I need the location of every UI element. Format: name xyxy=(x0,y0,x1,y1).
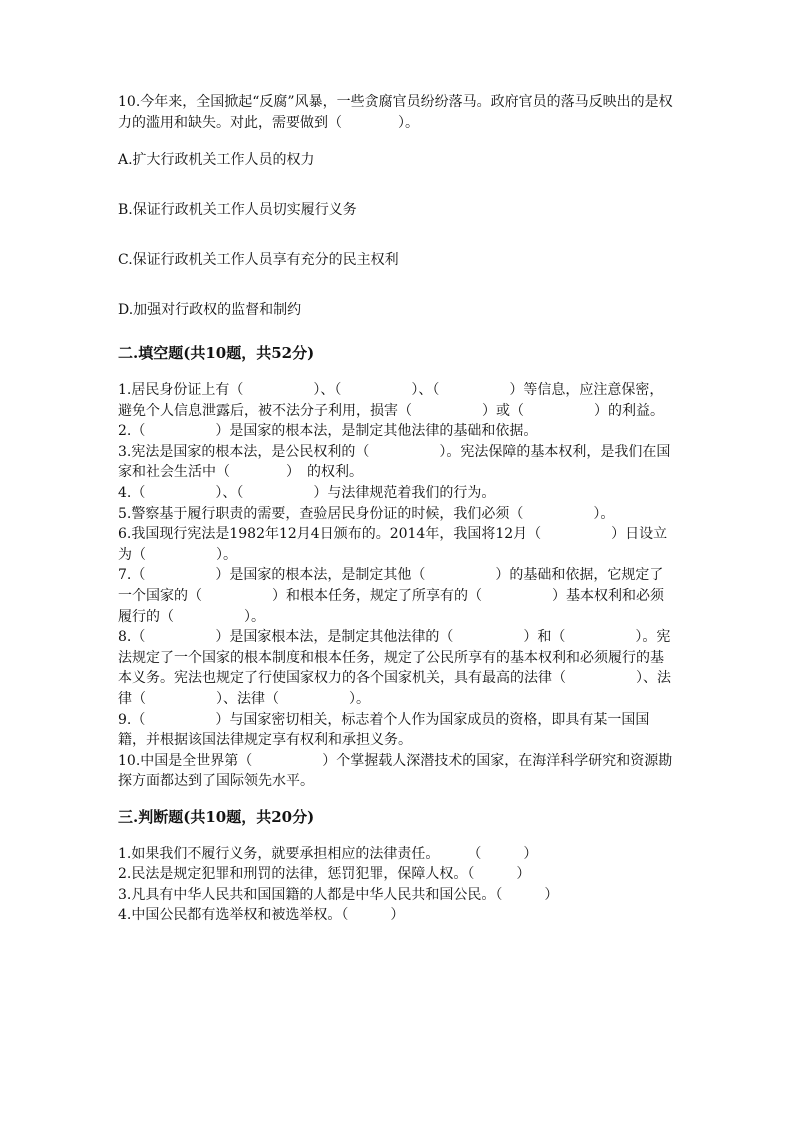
fill-item-4: 4.（ ）、（ ）与法律规范着我们的行为。 xyxy=(118,484,496,501)
section-fill-blank-title: 二.填空题(共10题，共52分) xyxy=(118,344,315,362)
fill-blank-list xyxy=(118,380,674,792)
fill-item-1: 1.居民身份证上有（ ）、（ ）、（ ）等信息，应注意保密，避免个人信息泄露后，被不法分子利用，损害（ ）或（ ）的利益。 xyxy=(118,382,664,419)
option-d: D.加强对行政权的监督和制约 xyxy=(118,302,302,318)
section-judge-title: 三.判断题(共10题，共20分) xyxy=(118,807,315,826)
fill-item-2: 2.（ ）是国家的根本法，是制定其他法律的基础和依据。 xyxy=(118,423,538,440)
judge-list xyxy=(118,844,674,926)
option-a: A.扩大行政机关工作人员的权力 xyxy=(118,152,315,168)
fill-item-5: 5.警察基于履行职责的需要，查验居民身份证的时候，我们必须（ ）。 xyxy=(118,505,615,522)
question-10-stem: 10.今年来，全国掀起“反腐”风暴，一些贪腐官员纷纷落马。政府官员的落马反映出的是权力的滥用和缺失。对此，需要做到（ ）。 xyxy=(118,94,673,131)
fill-item-10: 10.中国是全世界第（ ）个掌握载人深潜技术的国家，在海洋科学研究和资源勘探方面都达到了国际领先水平。 xyxy=(118,752,673,790)
exam-page xyxy=(118,92,674,926)
fill-item-9: 9.（ ）与国家密切相关，标志着个人作为国家成员的资格，即具有某一国国籍，并根据该国法律规定享有权利和承担义务。 xyxy=(118,711,650,749)
fill-item-6: 6.我国现行宪法是1982年12月4日颁布的。2014年，我国将12月（ ）日设立为（ ）。 xyxy=(118,526,668,563)
judge-item-4: 4.中国公民都有选举权和被选举权。（ ） xyxy=(118,907,405,924)
fill-item-7: 7.（ ）是国家的根本法，是制定其他（ ）的基础和依据，它规定了一个国家的（ ）和根本任务，规定了所享有的（ ）基本权利和必须履行的（ ）。 xyxy=(118,567,664,625)
judge-item-2: 2.民法是规定犯罪和刑罚的法律，惩罚犯罪，保障人权。（ ） xyxy=(118,866,531,883)
judge-item-1: 1.如果我们不履行义务，就要承担相应的法律责任。 （ ） xyxy=(118,845,538,862)
option-b: B.保证行政机关工作人员切实履行义务 xyxy=(118,202,357,218)
option-c: C.保证行政机关工作人员享有充分的民主权利 xyxy=(118,252,399,268)
judge-item-3: 3.凡具有中华人民共和国国籍的人都是中华人民共和国公民。（ ） xyxy=(118,886,559,903)
fill-item-3: 3.宪法是国家的根本法，是公民权利的（ ）。宪法保障的基本权利，是我们在国家和社会生活中（ ） 的权利。 xyxy=(118,443,671,481)
fill-item-8: 8.（ ）是国家根本法，是制定其他法律的（ ）和（ ）。宪法规定了一个国家的根本制度和根本任务，规定了公民所享有的基本权利和必须履行的基本义务。宪法也规定了行使国家权力的各个国家机关，具有最高的法律（ ）、法律（ ）、法律（ ）。 xyxy=(118,629,671,707)
